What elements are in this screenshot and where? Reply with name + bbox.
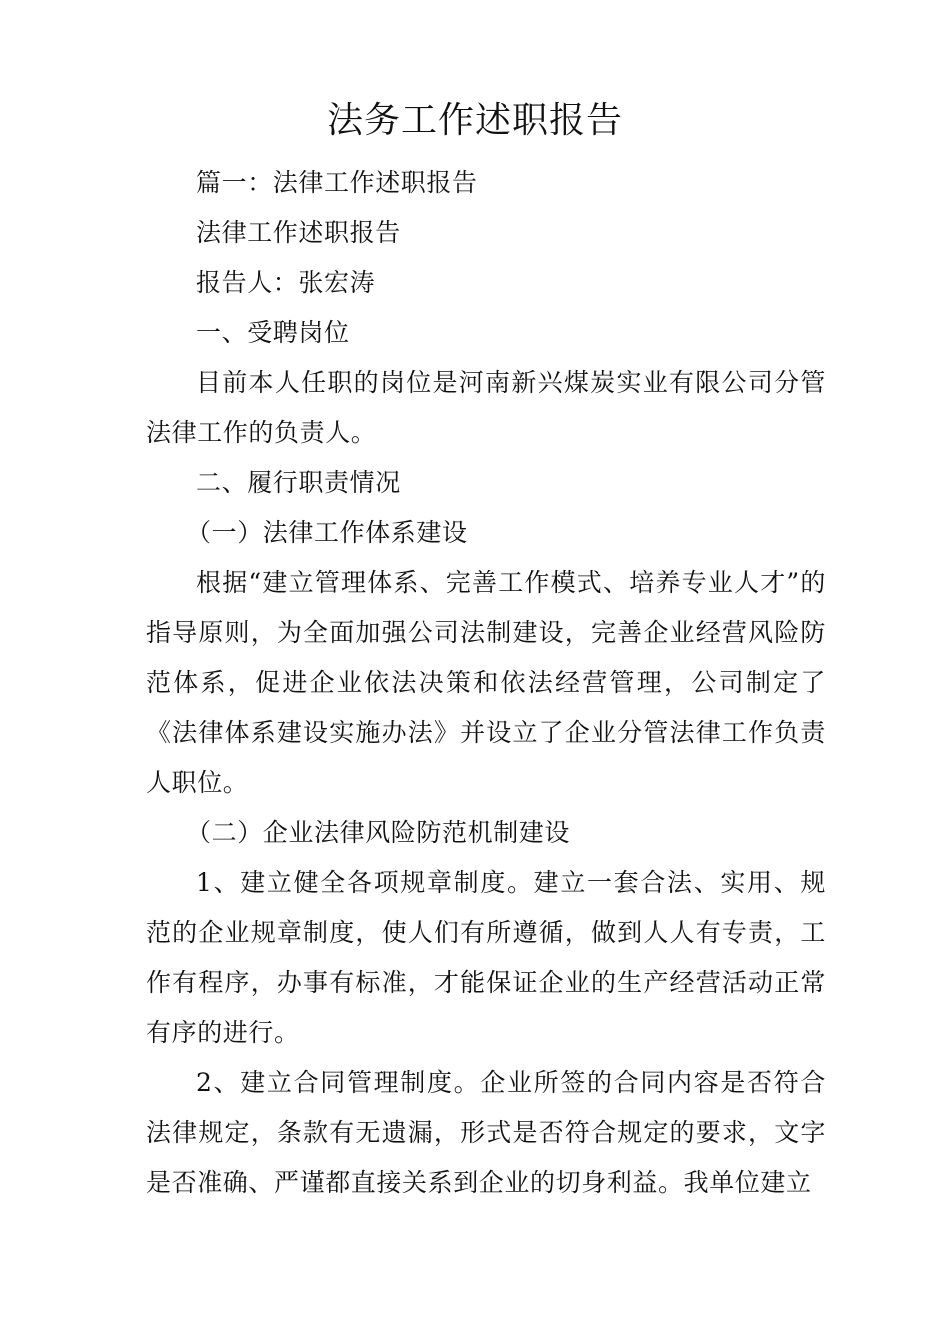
section-heading: 篇一：法律工作述职报告 <box>196 168 478 197</box>
paragraph-position: 目前本人任职的岗位是河南新兴煤炭实业有限公司分管法律工作的负责人。 <box>146 368 826 447</box>
report-title: 法律工作述职报告 <box>196 218 401 247</box>
heading-risk-prevention: （二）企业法律风险防范机制建设 <box>186 818 571 847</box>
heading-duties: 二、履行职责情况 <box>196 468 401 497</box>
paragraph-contracts: 2、建立合同管理制度。企业所签的合同内容是否符合法律规定，条款有无遗漏，形式是否符合规定的要求，文字是否准确、严谨都直接关系到企业的切身利益。我单位建立 <box>146 1068 826 1197</box>
reporter-line: 报告人：张宏涛 <box>196 268 376 297</box>
heading-position: 一、受聘岗位 <box>196 318 350 347</box>
heading-legal-system: （一）法律工作体系建设 <box>186 518 468 547</box>
document-title: 法务工作述职报告 <box>326 100 623 141</box>
paragraph-legal-system: 根据“建立管理体系、完善工作模式、培养专业人才”的指导原则，为全面加强公司法制建设，完善企业经营风险防范体系，促进企业依法决策和依法经营管理，公司制定了《法律体系建设实施办法》并设立了企业分管法律工作负责人职位。 <box>146 568 826 797</box>
document-body <box>146 158 826 1208</box>
paragraph-rules: 1、建立健全各项规章制度。建立一套合法、实用、规范的企业规章制度，使人们有所遵循，做到人人有专责，工作有程序，办事有标准，才能保证企业的生产经营活动正常有序的进行。 <box>146 868 826 1047</box>
